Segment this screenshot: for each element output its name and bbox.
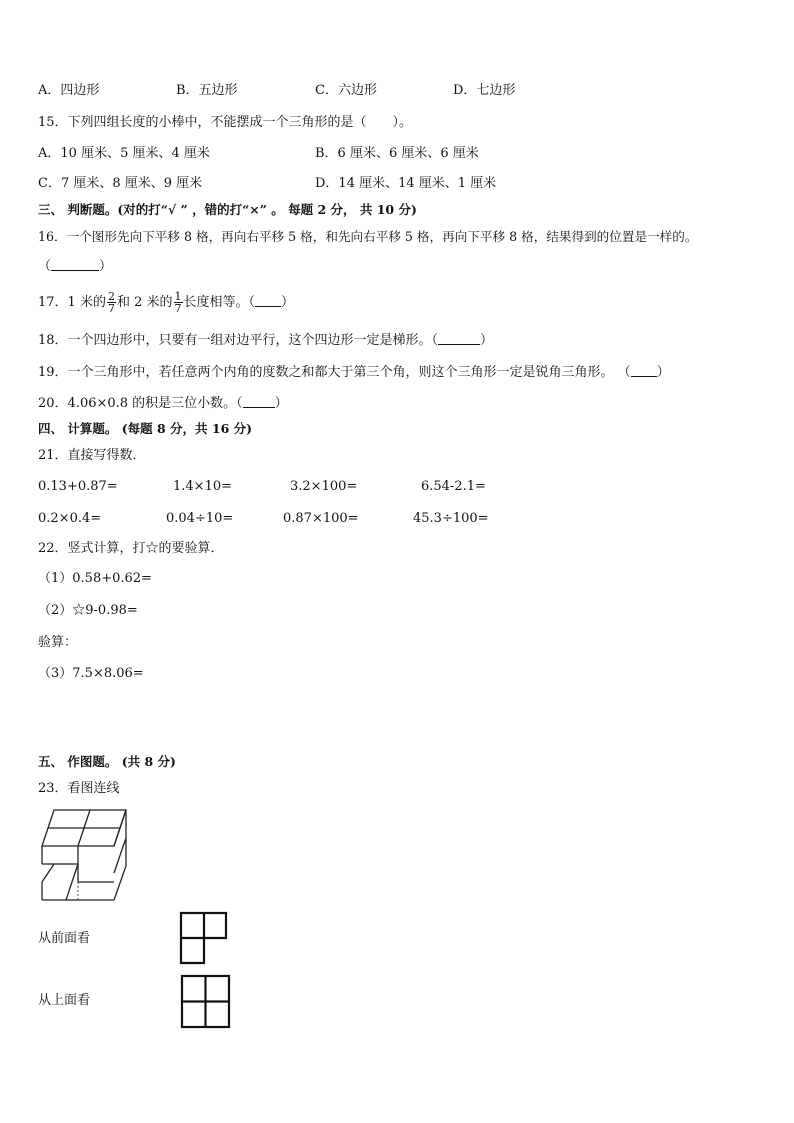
q22-check-label: 验算： xyxy=(38,635,78,650)
answer-blank[interactable] xyxy=(51,258,99,271)
paren-open: （ xyxy=(38,259,52,274)
q15-option-a: A．10 厘米、5 厘米、4 厘米 xyxy=(38,146,210,161)
section-3-heading: 三、 判断题。(对的打“√ ” ，错的打“×” 。 每题 2 分， 共 10 分) xyxy=(38,202,417,217)
q15-stem: 15．下列四组长度的小棒中，不能摆成一个三角形的是（ ）。 xyxy=(38,115,413,130)
paren-close: ） xyxy=(656,365,670,380)
q22-stem: 22．竖式计算，打☆的要验算． xyxy=(38,541,224,556)
fraction-denominator: 7 xyxy=(107,302,115,315)
q21-item: 0.2×0.4= xyxy=(38,511,102,526)
q18-text: 18．一个四边形中，只要有一组对边平行，这个四边形一定是梯形。（ xyxy=(38,333,439,348)
q22-part-1: （1）0.58+0.62= xyxy=(38,571,152,586)
q21-item: 45.3÷100= xyxy=(413,511,489,526)
q21-item: 3.2×100= xyxy=(290,479,358,494)
q21-item: 0.87×100= xyxy=(283,511,359,526)
section-4-heading: 四、 计算题。 (每题 8 分，共 16 分) xyxy=(38,421,253,436)
q21-stem: 21．直接写得数． xyxy=(38,448,146,463)
paren-close: ） xyxy=(99,259,113,274)
q23-top-label: 从上面看 xyxy=(38,993,91,1008)
section-5-heading: 五、 作图题。 (共 8 分) xyxy=(38,754,176,769)
paren-close: ） xyxy=(274,396,288,411)
q16-answer xyxy=(38,258,112,276)
top-view-grid xyxy=(181,975,231,1029)
q22-part-3: （3）7.5×8.06= xyxy=(38,666,144,681)
q21-item: 0.04÷10= xyxy=(166,511,234,526)
q20 xyxy=(38,395,288,413)
q17 xyxy=(38,288,294,318)
answer-blank[interactable] xyxy=(631,364,657,377)
q15-option-b: B．6 厘米、6 厘米、6 厘米 xyxy=(315,146,479,161)
q20-text: 20．4.06×0.8 的积是三位小数。（ xyxy=(38,396,243,411)
q17-mid: 和 2 米的 xyxy=(116,295,173,310)
q21-item: 6.54-2.1= xyxy=(421,479,486,494)
q14-option-b: B．五边形 xyxy=(176,83,238,98)
cube-stack-figure xyxy=(38,806,130,902)
q16-text: 16．一个图形先向下平移 8 格，再向右平移 5 格，和先向右平移 5 格，再向下平移 8 格，结果得到的位置是一样的。 xyxy=(38,229,698,244)
fraction-denominator: 7 xyxy=(174,302,182,315)
q14-option-a: A．四边形 xyxy=(38,83,100,98)
q17-suffix: 长度相等。（ xyxy=(183,295,256,310)
q23-stem: 23．看图连线 xyxy=(38,781,120,796)
fraction-numerator: 2 xyxy=(107,290,115,303)
q15-option-c: C．7 厘米、8 厘米、9 厘米 xyxy=(38,176,203,191)
q23-front-label: 从前面看 xyxy=(38,931,91,946)
answer-blank[interactable] xyxy=(255,294,281,307)
q15-option-d: D．14 厘米、14 厘米、1 厘米 xyxy=(315,176,497,191)
q14-option-c: C．六边形 xyxy=(315,83,377,98)
answer-blank[interactable] xyxy=(438,332,480,345)
paren-close: ） xyxy=(480,333,494,348)
q19-text: 19．一个三角形中，若任意两个内角的度数之和都大于第三个角，则这个三角形一定是锐角三角形。 （ xyxy=(38,365,631,380)
q21-item: 1.4×10= xyxy=(173,479,233,494)
fraction-numerator: 1 xyxy=(174,290,182,303)
q19 xyxy=(38,364,670,382)
fraction-one-seventh xyxy=(174,291,183,314)
q17-prefix: 17．1 米的 xyxy=(38,295,106,310)
q22-part-2: （2）☆9-0.98= xyxy=(38,603,138,618)
fraction-two-sevenths xyxy=(107,291,116,314)
front-view-grid xyxy=(180,912,228,965)
answer-blank[interactable] xyxy=(243,395,275,408)
paren-close: ） xyxy=(281,295,295,310)
q14-option-d: D．七边形 xyxy=(453,83,516,98)
q18 xyxy=(38,332,493,350)
q21-item: 0.13+0.87= xyxy=(38,479,118,494)
